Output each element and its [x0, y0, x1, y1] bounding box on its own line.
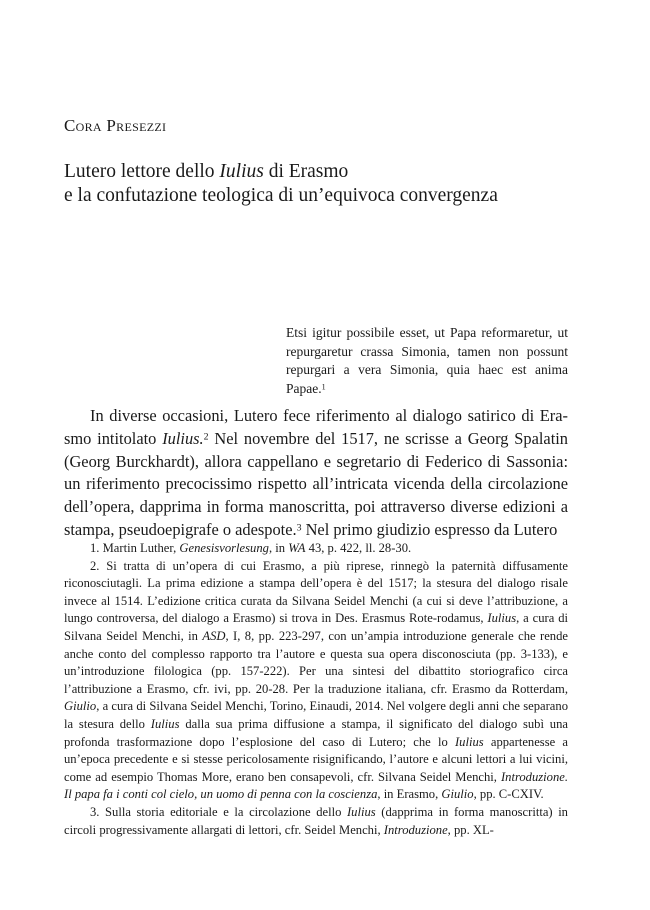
epigraph-text: Etsi igitur possibile esset, ut Papa reformaretur, ut repurgaretur crassa Simonia, tamen non possunt repurgari a vera Simonia, quia haec est anima Papae.$^1$ [286, 325, 569, 396]
title-line-1: Lutero lettore dello Iulius di Erasmo [64, 161, 349, 182]
footnote-ref-2: 2 [203, 431, 209, 443]
body-italic-iulius: Iulius. [162, 428, 204, 448]
body-paragraph-text: In diverse occasioni, Lutero fece riferimento al dialogo satirico di Era-smo intitolato Iulius.$^2$ Nel novembre del 1517, ne scrisse a Georg Spalatin (Georg Burckhardt), allora cappellano e segretario di Federico di Sassonia: un riferimento precocissimo rispetto all’intricata vicenda della circolazione dell’opera, dapprima in forma manoscritta, poi attraverso diverse edizioni a stampa, pseudoepigrafe o adespote.$^3$ Nel primo giudizio espresso da Lutero [64, 406, 569, 539]
footnote-ref-3: 3 [296, 522, 302, 534]
footnote-ref-1: 1 [321, 382, 326, 392]
article-title [64, 160, 604, 208]
author-name: Cora Presezzi [64, 116, 167, 135]
footnote-1: 1. Martin Luther, Genesisvorlesung, in WA 43, p. 422, ll. 28-30. [90, 541, 412, 555]
footnote-2: 2. Si tratta di un’opera di cui Erasmo, a più riprese, rinnegò la paternità diffusamente riconosciutagli. La prima edizione a stampa dell’opera è del 1517; la stesura del dialogo risale invece al 1514. L’edizione critica curata da Silvana Seidel Menchi (a cui si deve l’attribuzione, a lungo controversa, del dialogo a Erasmo) si trova in Des. Erasmus Rote-rodamus, Iulius, a cura di Silvana Seidel Menchi, in ASD, I, 8, pp. 223-297, con un’ampia introduzione generale che rende anche conto del complesso rapporto tra l’autore e questa sua opera disconosciuta (pp. 3-133), e un’introduzione filologica (pp. 157-222). Per una sintesi del dibattito storiografico circa l’attribuzione a Erasmo, cfr. ivi, pp. 20-28. Per la traduzione italiana, cfr. Erasmo da Rotterdam, Giulio, a cura di Silvana Seidel Menchi, Torino, Einaudi, 2014. Nel volgere degli anni che separano la stesura dello Iulius dalla sua prima diffusione a stampa, il significato del dialogo subì una profonda trasformazione dopo l’esplosione del caso di Lutero; che lo Iulius appartenesse a un’epoca precedente e si stesse pericolosamente risignificando, l’autore e alcuni lettori a lui vicini, come ad esempio Thomas More, erano ben consapevoli, cfr. Silvana Seidel Menchi, Introduzione. Il papa fa i conti col cielo, un uomo di penna con la coscienza, in Erasmo, Giulio, pp. C-CXIV. [64, 558, 568, 802]
footnote-3: 3. Sulla storia editoriale e la circolazione dello Iulius (dapprima in forma manoscritta) in circoli progressivamente allargati di lettori, cfr. Seidel Menchi, Introduzione, pp. XL- [64, 804, 568, 837]
epigraph [286, 324, 568, 398]
body-paragraph [64, 405, 568, 542]
footnotes [64, 540, 568, 839]
title-line-2: e la confutazione teologica di un’equivoca convergenza [64, 185, 498, 206]
title-italic-iulius: Iulius [219, 161, 264, 182]
